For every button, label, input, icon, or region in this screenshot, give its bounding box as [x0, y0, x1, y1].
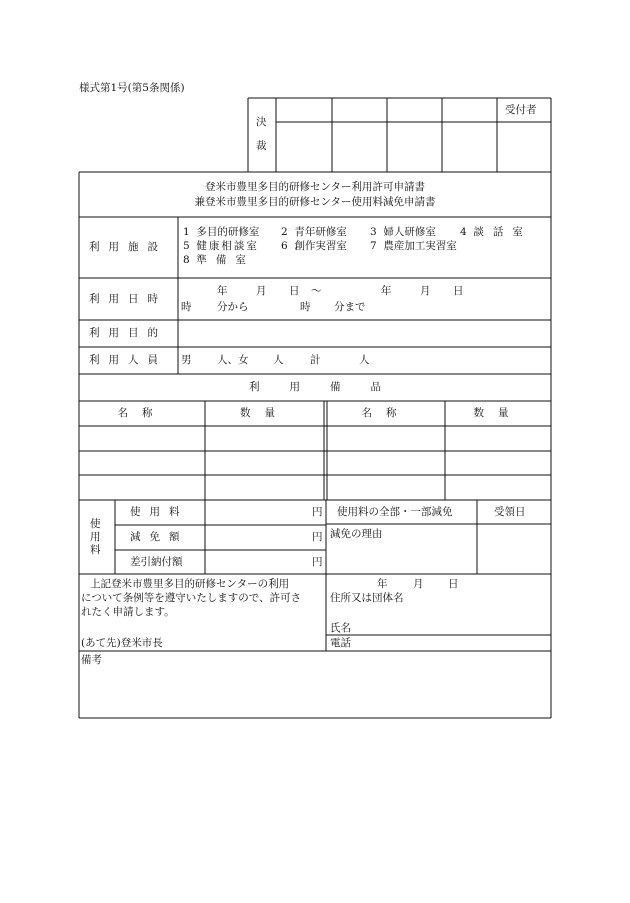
facility-item-4[interactable]: 4 談話室 — [460, 226, 532, 238]
persons-person-2: 人 — [359, 354, 370, 366]
datetime-day-2: 日 — [453, 285, 464, 297]
persons-person: 人 — [273, 354, 284, 366]
remarks-label: 備考 — [81, 654, 102, 666]
datetime-min-to: 分まで — [334, 301, 366, 313]
datetime-min-from: 分から — [217, 301, 249, 313]
equipment-col-qty-2: 数量 — [473, 407, 523, 419]
exemption-type-label: 使用料の全部・一部減免 — [337, 506, 453, 518]
name-label: 氏名 — [330, 622, 351, 634]
net-payment-yen: 円 — [312, 556, 323, 568]
persons-male: 男 — [181, 354, 192, 366]
fees-side-3: 料 — [90, 544, 101, 556]
form-number: 様式第1号(第5条関係) — [79, 82, 185, 94]
receiver-label: 受付者 — [505, 104, 537, 116]
persons-female: 人、女 — [217, 354, 249, 366]
equipment-col-name-2: 名称 — [361, 407, 411, 419]
usage-fee-label: 使用料 — [130, 506, 189, 518]
datetime-month-1: 月 — [256, 285, 267, 297]
address-label: 住所又は団体名 — [330, 592, 404, 604]
facility-item-2[interactable]: 2 青年研修室 — [281, 226, 347, 238]
usage-fee-yen: 円 — [312, 506, 323, 518]
facility-item-5[interactable]: 5 健康相談室 — [183, 240, 259, 252]
declaration-line-3: れたく申請します。 — [81, 606, 175, 618]
facility-label: 利用施設 — [89, 241, 167, 253]
title-line-2: 兼登米市豊里多目的研修センター使用料減免申請書 — [194, 196, 436, 208]
datetime-day-1: 日 — [289, 285, 300, 297]
facility-item-8[interactable]: 8 準備室 — [183, 254, 255, 266]
applicant-day: 日 — [448, 578, 459, 590]
facility-item-7[interactable]: 7 農産加工実習室 — [370, 240, 457, 252]
facility-item-6[interactable]: 6 創作実習室 — [281, 240, 347, 252]
declaration-line-2: について条例等を遵守いたしますので、許可さ — [81, 592, 302, 604]
exemption-amount-label: 減免額 — [130, 531, 189, 543]
applicant-month: 月 — [413, 578, 424, 590]
title-line-1: 登米市豊里多目的研修センター利用許可申請書 — [204, 181, 426, 193]
datetime-hour-1: 時 — [181, 301, 192, 313]
datetime-tilde: 〜 — [311, 285, 322, 297]
fees-side-2: 用 — [90, 531, 101, 543]
equipment-col-name-1: 名称 — [117, 407, 167, 419]
facility-item-1[interactable]: 1 多目的研修室 — [183, 226, 260, 238]
datetime-hour-2: 時 — [300, 301, 311, 313]
persons-label: 利用人員 — [89, 354, 167, 366]
receipt-date-label: 受領日 — [494, 506, 526, 518]
approval-label-2: 裁 — [256, 140, 267, 152]
datetime-label: 利用日時 — [89, 293, 167, 305]
datetime-year-2: 年 — [381, 285, 392, 297]
fees-side-1: 使 — [90, 518, 101, 530]
addressee: (あて先)登米市長 — [81, 637, 163, 649]
purpose-label: 利用目的 — [89, 327, 167, 339]
datetime-year-1: 年 — [217, 285, 228, 297]
facility-item-3[interactable]: 3 婦人研修室 — [370, 226, 436, 238]
applicant-year: 年 — [377, 578, 388, 590]
phone-label: 電話 — [330, 637, 351, 649]
net-payment-label: 差引納付額 — [130, 556, 183, 568]
approval-label-1: 決 — [256, 116, 267, 128]
persons-total: 計 — [310, 354, 321, 366]
exemption-reason-label: 減免の理由 — [330, 528, 383, 540]
equipment-col-qty-1: 数量 — [240, 407, 289, 419]
datetime-month-2: 月 — [420, 285, 431, 297]
declaration-line-1: 上記登米市豊里多目的研修センターの利用 — [90, 578, 290, 590]
equipment-title: 利用備品 — [249, 381, 411, 393]
exemption-amount-yen: 円 — [312, 531, 323, 543]
